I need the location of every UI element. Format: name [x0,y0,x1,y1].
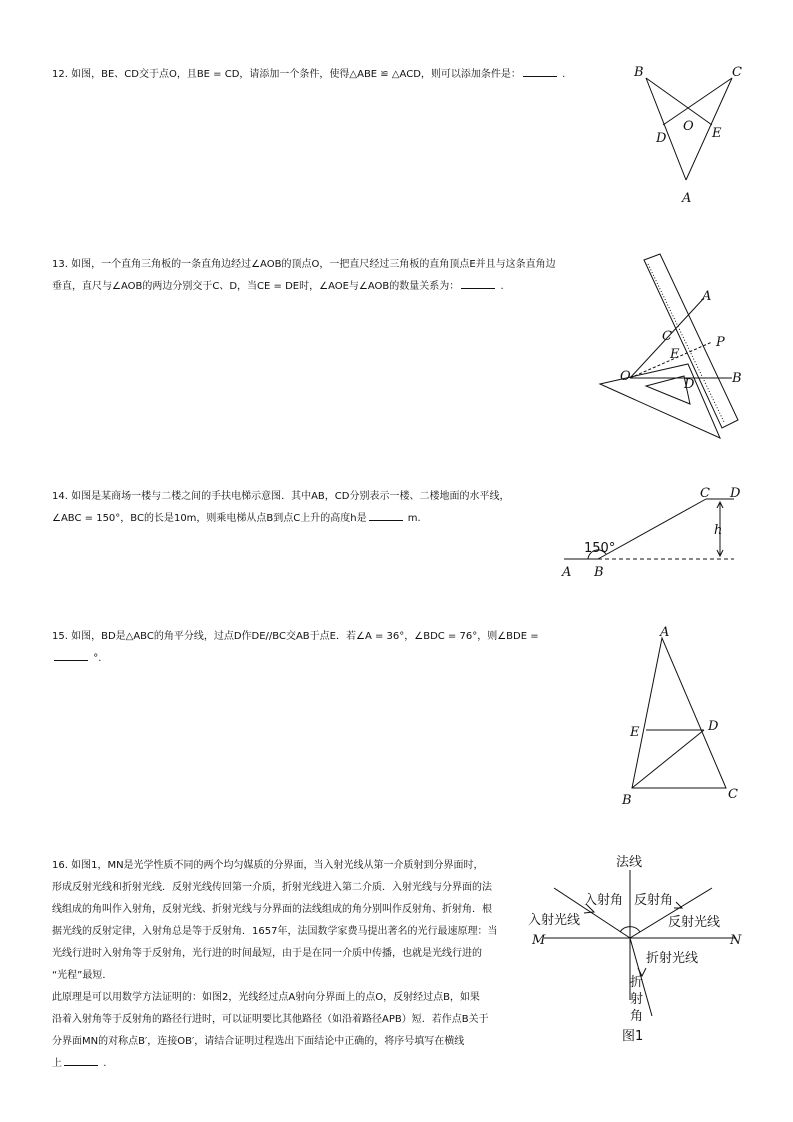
label-refraction-angle-2: 射 [630,992,644,1007]
figure-14 [558,484,748,580]
label-normal: 法线 [616,855,643,870]
label-refracted-ray: 折射光线 [646,951,699,966]
figure-13 [592,252,752,447]
label-incident-angle: 入射角 [584,893,624,908]
label-C: C [662,329,672,344]
question-14: 14. 如图是某商场一楼与二楼之间的手扶电梯示意图．其中AB，CD分别表示一楼、二楼地面的水平线， ∠ABC = 150°，BC的长是10m，则乘电梯从点B到点C上升的高度h是 m. [52,486,509,530]
label-B: B [594,565,604,580]
q14-line2: ∠ABC = 150°，BC的长是10m，则乘电梯从点B到点C上升的高度h是 [52,513,367,524]
label-E: E [630,725,640,740]
label-refraction-angle-3: 角 [630,1009,644,1024]
label-O: O [683,119,694,134]
question-15: 15. 如图，BD是△ABC的角平分线，过点D作DE//BC交AB于点E．若∠A = 36°，∠BDC = 76°，则∠BDE = °. [52,626,539,670]
label-incident-ray: 入射光线 [528,913,581,928]
reflected-arrow [674,902,682,908]
label-M: M [532,933,546,948]
answer-blank[interactable] [64,1055,98,1066]
answer-blank[interactable] [369,510,403,521]
answer-blank[interactable] [523,66,557,77]
figure-16 [524,850,754,1050]
figure-15 [618,624,748,810]
label-A: A [562,565,572,580]
label-B: B [732,371,742,386]
label-N: N [730,933,742,948]
label-B: B [634,65,644,80]
question-16: 16. 如图1，MN是光学性质不同的两个均匀媒质的分界面，当入射光线从第一介质射到分界面时， 形成反射光线和折射光线．反射光线传回第一介质，折射光线进入第二介质．入射光线与分界面的法 线组成的角叫作入射角，反射光线、折射光线与分界面的法线组成的角分别叫作反射角、折射角．根 据光线的反射定律，入射角总是等于反射角．1657年，法国数学家费马提出著名的光行最速原理：当 光线行进时入射角等于反射角，光行进的时间最短，由于是在同一介质中传播，也就是光线行进的 “光程”最短． 此原理是可以用数学方法证明的：如图2，光线经过点A射向分界面上的点O，反射经过点B，如果 沿着入射角等于反射角的路径行进时，可以证明要比其他路径（如沿着路径APB）短．若作点B关于 分界面MN的对称点B′，连接OB′，请结合证明过程选出下面结论中正确的，将序号填写在横线 上 . [52,860,498,1069]
q15-line1: 15. 如图，BD是△ABC的角平分线，过点D作DE//BC交AB于点E．若∠A = 36°，∠BDC = 76°，则∠BDE = [52,631,539,642]
label-reflected-ray: 反射光线 [668,915,721,930]
label-reflection-angle: 反射角 [634,893,674,908]
label-E: E [712,126,722,141]
figure-12 [628,60,758,210]
q13-line2: 垂直，直尺与∠AOB的两边分别交于C、D，当CE = DE时，∠AOE与∠AOB的数量关系为： [52,281,460,292]
label-C: C [700,486,710,501]
line-BE [646,78,712,125]
label-A: A [702,289,712,304]
line-BA [646,78,686,180]
label-C: C [732,65,742,80]
segment-BD [632,730,704,788]
label-D: D [684,377,695,392]
triangle-ABC [632,638,726,788]
label-A: A [660,625,670,640]
label-C: C [728,787,738,802]
question-12: 12. 如图，BE、CD交于点O，且BE = CD，请添加一个条件，使得△ABE ≌ △ACD，则可以添加条件是： . [52,64,565,86]
label-D: D [730,486,741,501]
ruler-ticks [648,264,724,422]
label-D: D [708,719,719,734]
q14-line1: 14. 如图是某商场一楼与二楼之间的手扶电梯示意图．其中AB，CD分别表示一楼、二楼地面的水平线， [52,491,510,502]
question-13: 13. 如图，一个直角三角板的一条直角边经过∠AOB的顶点O，一把直尺经过三角板的直角顶点E并且与这条直角边 垂直，直尺与∠AOB的两边分别交于C、D，当CE = DE时，∠AOE与∠AOB的数量关系为： . [52,254,556,298]
label-D: D [656,131,667,146]
label-E: E [670,347,680,362]
label-P: P [716,335,725,350]
label-angle: 150° [584,541,616,556]
answer-blank[interactable] [461,278,495,289]
label-refraction-angle-1: 折 [630,975,644,990]
q12-text: 12. 如图，BE、CD交于点O，且BE = CD，请添加一个条件，使得△ABE ≌ △ACD，则可以添加条件是： [52,69,521,80]
label-A: A [682,191,692,206]
figure-caption: 图1 [622,1029,644,1044]
label-O: O [620,369,631,384]
answer-blank[interactable] [54,650,88,661]
label-B: B [622,793,632,808]
label-h: h [714,523,723,538]
q13-line1: 13. 如图，一个直角三角板的一条直角边经过∠AOB的顶点O，一把直尺经过三角板的直角顶点E并且与这条直角边 [52,259,556,270]
set-square [600,364,720,438]
